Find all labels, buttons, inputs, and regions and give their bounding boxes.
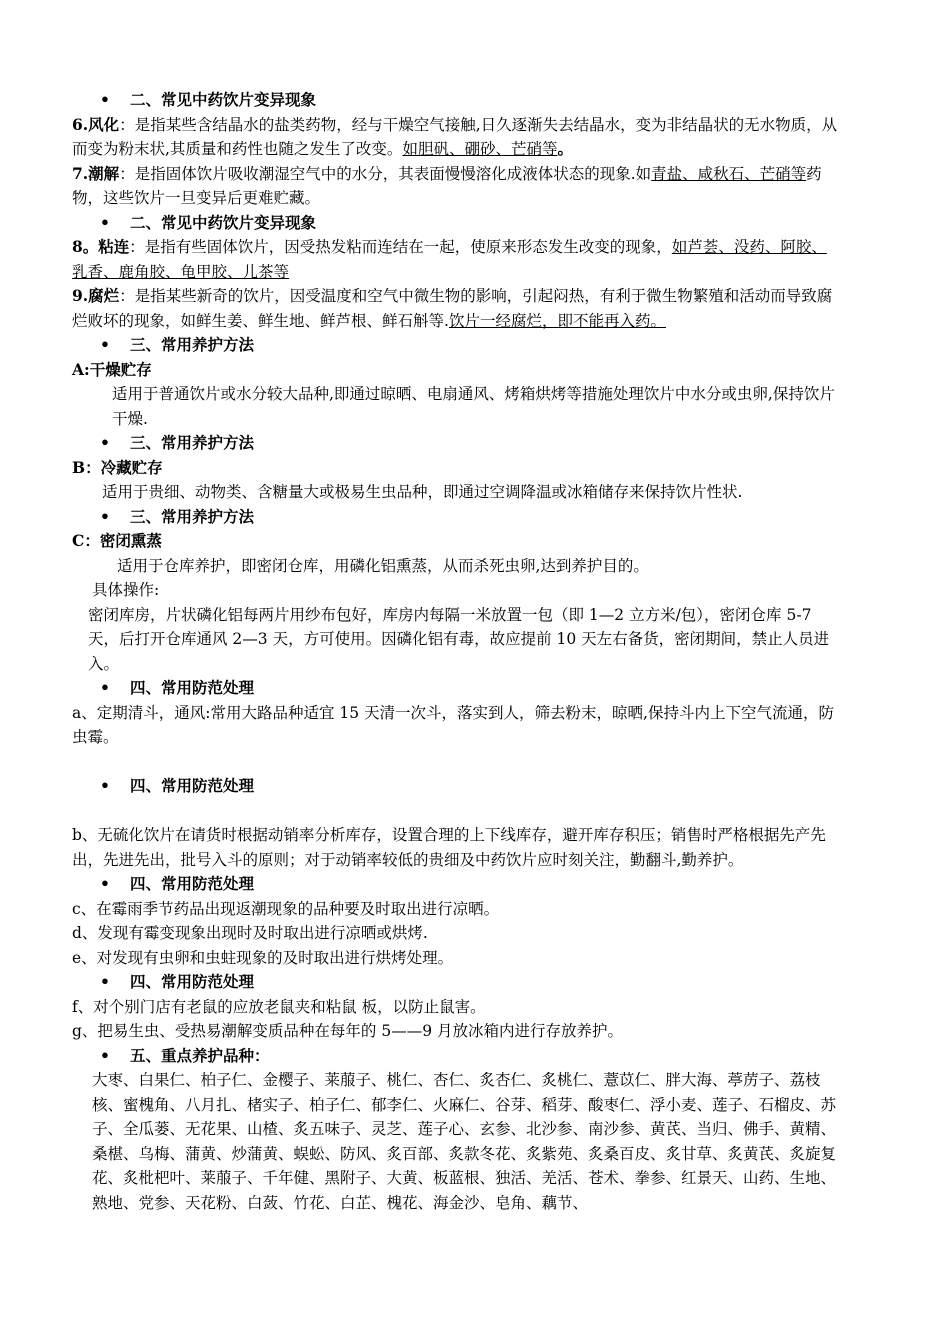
blank-line	[72, 750, 842, 775]
subheading-operation: 具体操作:	[92, 581, 160, 599]
section-heading: • 四、常用防范处理	[72, 970, 842, 995]
bullet-icon: •	[100, 874, 110, 893]
section-heading: • 二、常见中药饮片变异现象	[72, 88, 842, 113]
blank-line	[72, 799, 842, 824]
section-heading: • 三、常用养护方法	[72, 505, 842, 530]
section-heading: • 四、常用防范处理	[72, 872, 842, 897]
bullet-icon: •	[100, 212, 110, 232]
subheading-dry-storage: A:干燥贮存	[72, 359, 152, 379]
section-heading: • 四、常用防范处理	[72, 774, 842, 799]
paragraph-fumigation: 适用于仓库养护，即密闭仓库，用磷化铝熏蒸，从而杀死虫卵,达到养护目的。	[117, 556, 649, 575]
subheading-fumigation: C：密闭熏蒸	[72, 531, 162, 550]
paragraph-deliquescence: 7.潮解：是指固体饮片吸收潮湿空气中的水分，其表面慢慢溶化成液体状态的现象.如青盐、咸秋石、芒硝等药物，这些饮片一旦变异后更难贮藏。	[72, 163, 822, 207]
document-body	[72, 88, 842, 1215]
bullet-icon: •	[100, 506, 110, 526]
list-item: g、把易生虫、受热易潮解变质品种在每年的 5——9 月放冰箱内进行存放养护。	[72, 1022, 624, 1040]
bullet-icon: •	[100, 90, 110, 109]
list-item: b、无硫化饮片在请货时根据动销率分析库存，设置合理的上下线库存，避开库存积压；销售时严格根据先产先出，先进先出，批号入斗的原则；对于动销率较低的贵细及中药饮片应时刻关注，勤翻斗,勤养护。	[72, 826, 826, 869]
paragraph-key-varieties: 大枣、白果仁、柏子仁、金樱子、莱菔子、桃仁、杏仁、炙杏仁、炙桃仁、薏苡仁、胖大海、葶苈子、荔枝核、蜜槐角、八月扎、楮实子、柏子仁、郁李仁、火麻仁、谷芽、稻芽、酸枣仁、浮小麦、莲子、石榴皮、苏子、全瓜蒌、无花果、山楂、炙五味子、灵芝、莲子心、玄参、北沙参、南沙参、黄芪、当归、佛手、黄精、桑椹、乌梅、蒲黄、炒蒲黄、蜈蚣、防风、炙百部、炙款冬花、炙紫苑、炙桑百皮、炙甘草、炙黄芪、炙旋复花、炙枇杷叶、莱菔子、千年健、黑附子、大黄、板蓝根、独活、羌活、苍术、拳参、红景天、山药、生地、熟地、党参、天花粉、白蔹、竹花、白芷、槐花、海金沙、皂角、藕节、	[92, 1071, 837, 1212]
note-underlined: 饮片一经腐烂，即不能再入药。	[448, 311, 666, 330]
section-heading: • 二、常见中药饮片变异现象	[72, 211, 842, 236]
paragraph-weathering: 6.风化：是指某些含结晶水的盐类药物，经与干燥空气接触,日久逐渐失去结晶水，变为非结晶状的无水物质，从而变为粉末状,其质量和药性也随之发生了改变。如胆矾、硼砂、芒硝等。	[72, 114, 838, 158]
term-label: 7.潮解	[72, 163, 120, 183]
list-item: e、对发现有虫卵和虫蛀现象的及时取出进行烘烤处理。	[72, 948, 454, 967]
list-item: c、在霉雨季节药品出现返潮现象的品种要及时取出进行凉晒。	[72, 899, 500, 918]
bullet-icon: •	[100, 678, 110, 697]
list-item: f、对个别门店有老鼠的应放老鼠夹和粘鼠 板，以防止鼠害。	[72, 997, 486, 1016]
list-item: a、定期清斗，通风:常用大路品种适宜 15 天清一次斗，落实到人，筛去粉末，晾晒,保持斗内上下空气流通，防虫霉。	[72, 703, 834, 746]
section-heading: • 三、常用养护方法	[72, 333, 842, 358]
section-heading: • 四、常用防范处理	[72, 676, 842, 701]
subheading-cold-storage: B：冷藏贮存	[72, 457, 163, 477]
bullet-icon: •	[100, 433, 110, 452]
section-heading: • 三、常用养护方法	[72, 431, 842, 456]
paragraph-rot: 9.腐烂：是指某些新奇的饮片，因受温度和空气中微生物的影响，引起闷热，有利于微生物繁殖和活动而导致腐烂败坏的现象，如鲜生姜、鲜生地、鲜芦根、鲜石斛等.饮片一经腐烂，即不能再入药。	[72, 286, 833, 330]
bullet-icon: •	[100, 776, 110, 795]
examples-underlined: 如胆矾、硼砂、芒硝等	[402, 140, 558, 158]
term-label: 6.风化	[72, 114, 120, 134]
paragraph-operation: 密闭库房，片状磷化铝每两片用纱布包好，库房内每隔一米放置一包（即 1—2 立方米/包），密闭仓库 5-7 天，后打开仓库通风 2—3 天，方可使用。因磷化铝有毒，故应提前 10 天左右备货，密闭期间，禁止人员进入。	[88, 605, 830, 673]
term-label: 9.腐烂	[72, 286, 120, 305]
bullet-icon: •	[100, 335, 110, 354]
bullet-icon: •	[100, 1045, 110, 1065]
examples-underlined: 如芦荟、没药、阿胶、乳香、鹿角胶、龟甲胶、儿茶等	[72, 238, 827, 281]
term-label: 8。粘连	[72, 237, 130, 256]
examples-underlined: 青盐、咸秋石、芒硝等	[651, 164, 807, 183]
paragraph-dry-storage: 适用于普通饮片或水分较大品种,即通过晾晒、电扇通风、烤箱烘烤等措施处理饮片中水分或虫卵,保持饮片干燥.	[112, 385, 835, 428]
paragraph-cold-storage: 适用于贵细、动物类、含糖量大或极易生虫品种，即通过空调降温或冰箱储存来保持饮片性状.	[102, 483, 743, 501]
section-heading: • 五、重点养护品种：	[72, 1044, 842, 1069]
paragraph-adhesion: 8。粘连：是指有些固体饮片，因受热发粘而连结在一起，使原来形态发生改变的现象，如芦荟、没药、阿胶、乳香、鹿角胶、龟甲胶、儿茶等	[72, 237, 827, 281]
list-item: d、发现有霉变现象出现时及时取出进行凉晒或烘烤.	[72, 924, 428, 942]
bullet-icon: •	[100, 972, 110, 991]
